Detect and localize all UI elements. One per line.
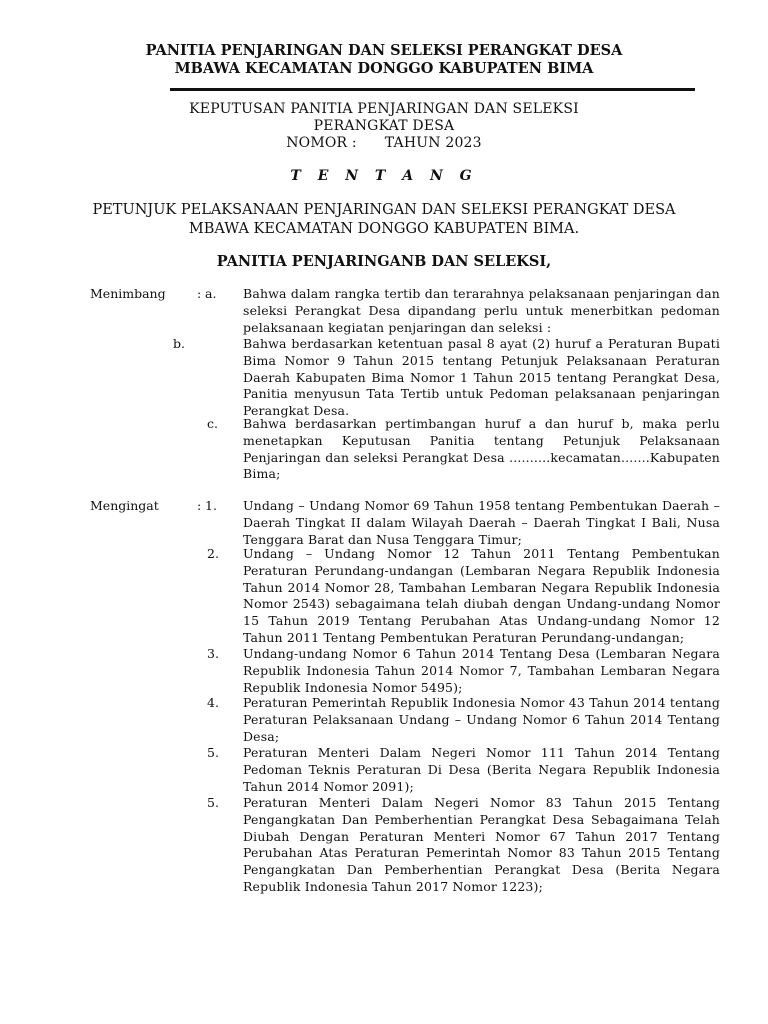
mengingat-colon: : (197, 498, 202, 513)
panitia-heading: PANITIA PENJARINGANB DAN SELEKSI, (216, 253, 552, 270)
title-line-1: KEPUTUSAN PANITIA PENJARINGAN DAN SELEKSI (189, 101, 579, 117)
item-marker: a. (205, 286, 217, 301)
item-marker: c. (207, 416, 218, 431)
title-line-2: PERANGKAT DESA (313, 118, 455, 134)
mengingat-label: Mengingat (90, 498, 159, 513)
item-text: Undang-undang Nomor 6 Tahun 2014 Tentang Desa (Lembaran Negara Republik Indonesia Tahun 2014 Nomor 7, Tambahan Lembaran Negara Republik Indonesia Nomor 5495); (243, 646, 720, 695)
item-marker: 5. (207, 745, 219, 760)
title-nomor: NOMOR : TAHUN 2023 (286, 135, 482, 151)
menimbang-colon: : (197, 286, 202, 301)
header-divider (170, 88, 695, 91)
item-text: Bahwa berdasarkan pertimbangan huruf a dan huruf b, maka perlu menetapkan Keputusan Panitia tentang Petunjuk Pelaksanaan Penjaringan dan seleksi Perangkat Desa ..........kecamatan.......Kabupaten Bima; (243, 416, 720, 482)
item-text: Bahwa dalam rangka tertib dan terarahnya pelaksanaan penjaringan dan seleksi Perangkat Desa dipandang perlu untuk menerbitkan pedoman pelaksanaan kegiatan penjaringan dan seleksi : (243, 286, 720, 335)
item-marker: 3. (207, 646, 219, 661)
item-text: Undang – Undang Nomor 12 Tahun 2011 Tentang Pembentukan Peraturan Perundang-undangan (Lembaran Negara Republik Indonesia Tahun 2014 Nomor 28, Tambahan Lembaran Negara Republik Indonesia Nomor 2543) sebagaimana telah diubah dengan Undang-undang Nomor 15 Tahun 2019 Tentang Perubahan Atas Undang-undang Nomor 12 Tahun 2011 Tentang Pembentukan Peraturan Perundang-undangan; (243, 546, 720, 645)
menimbang-label: Menimbang (90, 286, 166, 301)
item-text: Peraturan Pemerintah Republik Indonesia Nomor 43 Tahun 2014 tentang Peraturan Pelaksanaan Undang – Undang Nomor 6 Tahun 2014 Tentang Desa; (243, 695, 720, 744)
subject-line-2: MBAWA KECAMATAN DONGGO KABUPATEN BIMA. (188, 221, 580, 237)
item-text: Undang – Undang Nomor 69 Tahun 1958 tentang Pembentukan Daerah – Daerah Tingkat II dalam Wilayah Daerah – Daerah Tingkat I Bali, Nusa Tenggara Barat dan Nusa Tenggara Timur; (243, 498, 720, 547)
item-marker: 1. (205, 498, 217, 513)
item-marker: 5. (207, 795, 219, 810)
item-marker: b. (173, 336, 185, 351)
item-marker: 2. (207, 546, 219, 561)
tentang-heading: T E N T A N G (290, 168, 478, 184)
item-text: Peraturan Menteri Dalam Negeri Nomor 83 Tahun 2015 Tentang Pengangkatan Dan Pemberhentian Perangkat Desa Sebagaimana Telah Diubah Dengan Peraturan Menteri Nomor 67 Tahun 2017 Tentang Perubahan Atas Peraturan Pemerintah Nomor 83 Tahun 2015 Tentang Pengangkatan Dan Pemberhentian Perangkat Desa (Berita Negara Republik Indonesia Tahun 2017 Nomor 1223); (243, 795, 720, 894)
item-marker: 4. (207, 695, 219, 710)
item-text: Peraturan Menteri Dalam Negeri Nomor 111 Tahun 2014 Tentang Pedoman Teknis Peraturan Di Desa (Berita Negara Republik Indonesia Tahun 2014 Nomor 2091); (243, 745, 720, 794)
item-text: Bahwa berdasarkan ketentuan pasal 8 ayat (2) huruf a Peraturan Bupati Bima Nomor 9 Tahun 2015 tentang Petunjuk Pelaksanaan Peraturan Daerah Kabupaten Bima Nomor 1 Tahun 2015 tentang Perangkat Desa, Panitia menyusun Tata Tertib untuk Pedoman pelaksanaan penjaringan Perangkat Desa. (243, 336, 720, 419)
header-line-1: PANITIA PENJARINGAN DAN SELEKSI PERANGKAT DESA (145, 42, 623, 59)
subject-line-1: PETUNJUK PELAKSANAAN PENJARINGAN DAN SELEKSI PERANGKAT DESA (92, 202, 676, 218)
header-line-2: MBAWA KECAMATAN DONGGO KABUPATEN BIMA (174, 60, 594, 77)
